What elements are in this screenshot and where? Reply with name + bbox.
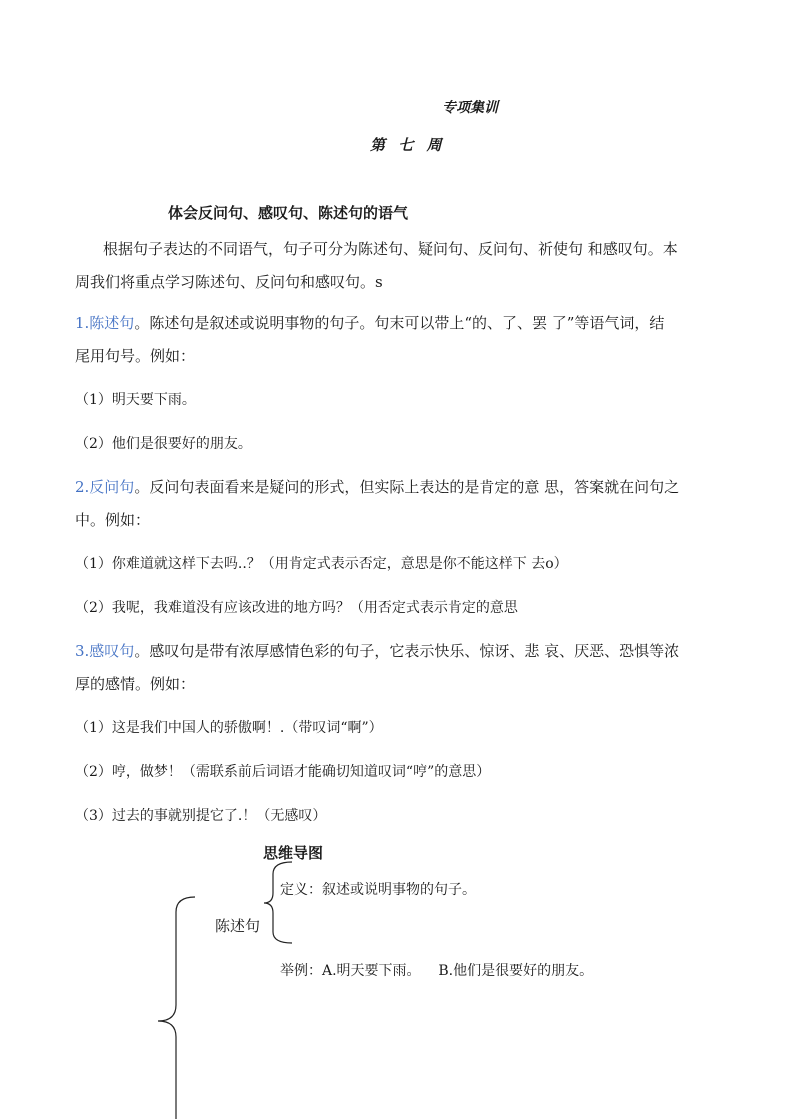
section-3-line-2: 厚的感情。例如： <box>75 675 196 693</box>
section-1-line-1 <box>75 307 664 340</box>
section-1-heading: 1.陈述句 <box>75 314 135 332</box>
section-2-text: 。反问句表面看来是疑问的形式，但实际上表达的是肯定的意 思，答案就在问句之 <box>134 478 680 496</box>
intro-line-1: 根据句子表达的不同语气，句子可分为陈述句、疑问句、反问句、祈使句 和感叹句。本 <box>103 240 678 258</box>
mindmap-title: 思维导图 <box>263 844 324 862</box>
section-3-example-2: （2）哼，做梦！（需联系前后词语才能确切知道叹词“哼”的意思） <box>75 764 491 780</box>
section-2-line-2: 中。例如： <box>75 511 151 529</box>
mindmap-node-bracket <box>264 862 292 943</box>
section-3-heading: 3.感叹句 <box>75 642 135 660</box>
section-1-example-2: （2）他们是很要好的朋友。 <box>75 436 252 452</box>
section-3-example-3: （3）过去的事就别提它了.！（无感叹） <box>75 808 327 824</box>
section-1-text: 。陈述句是叙述或说明事物的句子。句末可以带上“的、了、罢 了”等语气词，结 <box>134 314 665 332</box>
topic-title: 体会反问句、感叹句、陈述句的语气 <box>168 204 409 222</box>
mindmap-definition: 定义：叙述或说明事物的句子。 <box>280 882 476 898</box>
section-2-example-1: （1）你难道就这样下去吗..？（用肯定式表示否定，意思是你不能这样下 去o） <box>75 556 568 572</box>
document-subtitle: 专项集训 <box>442 100 498 116</box>
section-3-line-1 <box>75 635 679 668</box>
section-3-example-1: （1）这是我们中国人的骄傲啊！.（带叹词“啊”） <box>75 720 383 736</box>
section-2-line-1 <box>75 471 679 504</box>
section-1-line-2: 尾用句号。例如： <box>75 347 196 365</box>
mindmap-node-label: 陈述句 <box>215 917 261 935</box>
section-3-text: 。感叹句是带有浓厚感情色彩的句子，它表示快乐、惊讶、悲 哀、厌恶、恐惧等浓 <box>134 642 680 660</box>
section-1-example-1: （1）明天要下雨。 <box>75 392 196 408</box>
mindmap-examples: 举例：A.明天要下雨。 B.他们是很要好的朋友。 <box>280 963 594 979</box>
mindmap-main-bracket <box>158 897 195 1119</box>
section-2-heading: 2.反问句 <box>75 478 135 496</box>
week-heading: 第 七 周 <box>370 136 446 154</box>
section-2-example-2: （2）我呢，我难道没有应该改进的地方吗？（用否定式表示肯定的意思 <box>75 600 518 616</box>
intro-line-2: 周我们将重点学习陈述句、反问句和感叹句。s <box>75 273 383 291</box>
